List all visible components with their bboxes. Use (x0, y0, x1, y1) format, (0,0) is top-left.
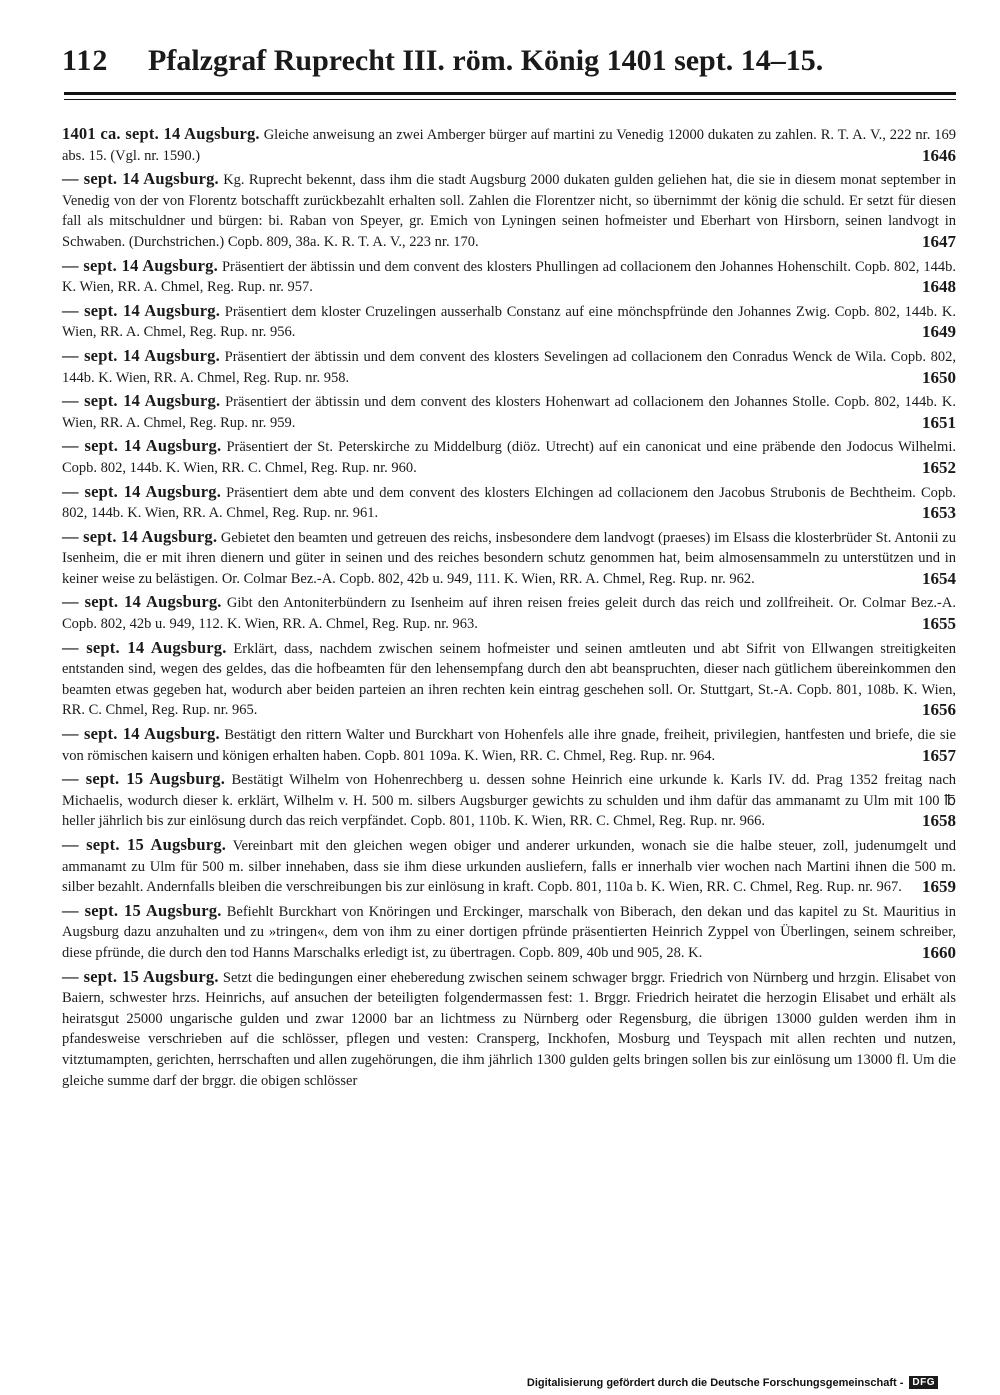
entry-number: 1658 (922, 811, 956, 831)
regest-entry (62, 835, 956, 898)
entry-text: Setzt die bedingungen einer eheberedung zwischen seinem schwager brggr. Friedrich von Nürnberg und hrzgin. Elisabet von Baiern, schwester hrzs. Heinrichs, auf ansuchen der beteiligten folgendermassen fest: 1. Brggr. Friedrich heiratet die herzogin Elisabet und erhält als heiratsgut 25000 ungarische gulden und zwar 12000 bar an lichtmess zu Nürnberg oder Regensburg, die übrigen 13000 gulden werden ihm in pfandesweise verschrieben auf die schlösser, pflegen und vesten: Cransperg, Inckhofen, Mosburg und Teyspach mit allen rechten und nutzen, vitztumampten, gerichten, herrschaften und allen zugehörungen, die ihm jährlich 1300 gulden gelts bringen sollen bis zur einlösung um 13000 fl. Um die gleiche summe darf der brggr. die obigen schlösser (62, 969, 957, 1089)
regest-entry (62, 256, 956, 298)
running-title: Pfalzgraf Ruprecht III. röm. König 1401 sept. 14–15. (148, 44, 824, 77)
entry-date-place: — sept. 15 Augsburg. (62, 966, 219, 986)
entry-number: 1654 (922, 568, 956, 588)
entry-date-place: — sept. 14 Augsburg. (62, 436, 222, 456)
regest-entry (62, 527, 956, 590)
regest-entry (62, 592, 956, 634)
entry-text: Präsentiert dem abte und dem convent des klosters Elchingen ad collacionem den Jacobus Strubonis de Bechtheim. Copb. 802, 144b. K. Wien, RR. A. Chmel, Reg. Rup. nr. 961. (62, 484, 956, 522)
entry-date-place: — sept. 14 Augsburg. (62, 526, 218, 546)
regesta-list (62, 124, 956, 1094)
dfg-logo: DFG (909, 1376, 938, 1389)
entry-date-place: 1401 ca. sept. 14 Augsburg. (62, 124, 260, 143)
entry-text: Kg. Ruprecht bekennt, dass ihm die stadt Augsburg 2000 dukaten gulden geliehen hat, die sie in diesem monat september in Venedig von der von Florentz botschafft zurückbezahlt erhalten soll. Zahlen die Florentzer nicht, so übernimmt der könig die schuld. Er setzt für diesen fall als mitschuldner und bürgen: bi. Raban von Speyer, gr. Emich von Lyningen seinen hofmeister und Eberhart von Hirsborn, seinen landvogt in Schwaben. (Durchstrichen.) Copb. 809, 38a. K. R. T. A. V., 223 nr. 170. (62, 172, 956, 250)
entry-text: Befiehlt Burckhart von Knöringen und Erckinger, marschalk von Biberach, den dekan und das kapitel zu St. Mauritius in Augsburg dazu anzuhalten und zu »tringen«, dem von ihm zu einer dortigen pfründe präsentierten Heinrich Zyppel von Überlingen, seinem schreiber, diese pfründe, die durch den tod Hanns Marschalks erledigt ist, zu übertragen. Copb. 809, 40b und 905, 28. K. (62, 903, 956, 961)
regest-entry (62, 967, 956, 1092)
regest-entry (62, 901, 956, 964)
regest-entry (62, 169, 956, 252)
entry-date-place: — sept. 14 Augsburg. (62, 255, 218, 275)
entry-text: Präsentiert der äbtissin und dem convent des klosters Phullingen ad collacionem den Johannes Hohenschilt. Copb. 802, 144b. K. Wien, RR. A. Chmel, Reg. Rup. nr. 957. (62, 258, 956, 296)
entry-date-place: — sept. 14 Augsburg. (62, 169, 219, 189)
entry-date-place: — sept. 14 Augsburg. (62, 300, 221, 320)
regest-entry (62, 638, 956, 721)
entry-text: Vereinbart mit den gleichen wegen obiger und anderer urkunden, wonach sie die halbe steuer, zoll, judenumgelt und ammanamt zu Ulm für 500 m. silber innehaben, dass sie ihm diese urkunden ausliefern, falls er innerhalb vier wochen nach Martini ihnen die 500 m. silber bezahlt. Andernfalls bleiben die verschreibungen bis zur einlösung in kraft. Copb. 801, 110a b. K. Wien, RR. C. Chmel, Reg. Rup. nr. 967. (62, 838, 956, 896)
entry-text: Präsentiert der St. Peterskirche zu Middelburg (diöz. Utrecht) auf ein canonicat und eine präbende den Jodocus Wilhelmi. Copb. 802, 144b. K. Wien, RR. C. Chmel, Reg. Rup. nr. 960. (62, 439, 956, 476)
entry-number: 1659 (922, 877, 956, 897)
entry-text: Gebietet den beamten und getreuen des reichs, insbesondere dem landvogt (praeses) im Elsass die klosterbrüder St. Antonii zu Isenheim, die er mit ihren dienern und güter in seinen und des reiches besondern schutz genommen hat, beim almosensammeln zu unterstützen und in keiner weise zu belästigen. Or. Colmar Bez.-A. Copb. 802, 42b u. 949, 111. K. Wien, RR. A. Chmel, Reg. Rup. nr. 962. (62, 529, 956, 587)
regest-entry (62, 482, 956, 524)
entry-number: 1648 (922, 277, 956, 297)
entry-number: 1646 (922, 145, 956, 165)
regest-entry (62, 301, 956, 343)
regest-entry (62, 436, 956, 478)
entry-date-place: — sept. 15 Augsburg. (62, 835, 227, 854)
footer-credit: Digitalisierung gefördert durch die Deutsche Forschungsgemeinschaft - (526, 1376, 904, 1389)
entry-number: 1651 (922, 412, 956, 432)
header-rule-thin (64, 99, 956, 100)
entry-number: 1653 (922, 503, 956, 523)
entry-number: 1649 (922, 322, 956, 342)
page-header (62, 40, 954, 80)
page-footer (527, 1376, 938, 1389)
entry-date-place: — sept. 14 Augsburg. (62, 481, 222, 501)
entry-text: Bestätigt Wilhelm von Hohenrechberg u. dessen sohne Heinrich eine urkunde k. Karls IV. dd. Prag 1352 freitag nach Michaelis, wodurch dieser k. erklärt, Wilhelm v. H. 500 m. silbers Augsburger gewichts zu schulden und ihm dafür das ammanamt zu Ulm mit 100 ℔ heller jährlich bis zur einlösung durch das reich verpfändet. Copb. 801, 110b. K. Wien, RR. C. Chmel, Reg. Rup. nr. 966. (62, 772, 957, 830)
entry-date-place: — sept. 14 Augsburg. (62, 391, 221, 411)
entry-text: Gleiche anweisung an zwei Amberger bürger auf martini zu Venedig 12000 dukaten zu zahlen. R. T. A. V., 222 nr. 169 abs. 15. (Vgl. nr. 1590.) (62, 127, 957, 164)
header-rule-thick (64, 92, 956, 95)
entry-number: 1652 (922, 457, 956, 477)
entry-text: Präsentiert der äbtissin und dem convent des klosters Sevelingen ad collacionem den Conradus Wenck de Wila. Copb. 802, 144b. K. Wien, RR. A. Chmel, Reg. Rup. nr. 958. (62, 348, 957, 386)
entry-text: Bestätigt den rittern Walter und Burckhart von Hohenfels alle ihre gnade, freiheit, privilegien, hantfesten und briefe, die sie von römischen kaisern und königen erhalten haben. Copb. 801 109a. K. Wien, RR. C. Chmel, Reg. Rup. nr. 964. (62, 727, 956, 764)
entry-date-place: — sept. 14 Augsburg. (62, 724, 220, 744)
regest-entry (62, 391, 956, 433)
entry-date-place: — sept. 15 Augsburg. (62, 769, 226, 789)
entry-number: 1657 (922, 745, 956, 765)
entry-text: Präsentiert dem kloster Cruzelingen ausserhalb Constanz auf eine mönchspfründe den Johannes Zwig. Copb. 802, 144b. K. Wien, RR. A. Chmel, Reg. Rup. nr. 956. (62, 303, 956, 341)
entry-text: Erklärt, dass, nachdem zwischen seinem hofmeister und seinen amtleuten und abt Sifrit von Ellwangen streitigkeiten entstanden sind, wegen des geldes, das die hofbeamten für den lehensempfang durch den abt beanspruchten, dieser nach gütlichem übereinkommen den beamten etwas gegeben hat, wodurch aber beiden parteien an ihren rechten kein eintrag geschehen soll. Or. Stuttgart, St.-A. Copb. 801, 108b. K. Wien, RR. C. Chmel, Reg. Rup. nr. 965. (62, 640, 956, 719)
entry-number: 1647 (922, 231, 956, 251)
entry-date-place: — sept. 14 Augsburg. (62, 345, 220, 365)
entry-number: 1655 (922, 614, 956, 634)
page-number: 112 (62, 44, 109, 77)
regest-entry (62, 124, 956, 166)
entry-text: Gibt den Antoniterbündern zu Isenheim auf ihren reisen freies geleit durch das reich und zollfreiheit. Or. Colmar Bez.-A. Copb. 802, 42b u. 949, 112. K. Wien, RR. A. Chmel, Reg. Rup. nr. 963. (62, 595, 956, 633)
entry-date-place: — sept. 15 Augsburg. (62, 900, 222, 920)
entry-number: 1650 (922, 367, 956, 387)
entry-date-place: — sept. 14 Augsburg. (62, 637, 227, 657)
regest-entry (62, 769, 956, 832)
regest-entry (62, 724, 956, 766)
entry-number: 1656 (922, 700, 956, 720)
entry-number: 1660 (922, 942, 956, 962)
regest-entry (62, 346, 956, 388)
entry-text: Präsentiert der äbtissin und dem convent des klosters Hohenwart ad collacionem den Johannes Stolle. Copb. 802, 144b. K. Wien, RR. A. Chmel, Reg. Rup. nr. 959. (62, 394, 957, 431)
entry-date-place: — sept. 14 Augsburg. (62, 592, 222, 612)
